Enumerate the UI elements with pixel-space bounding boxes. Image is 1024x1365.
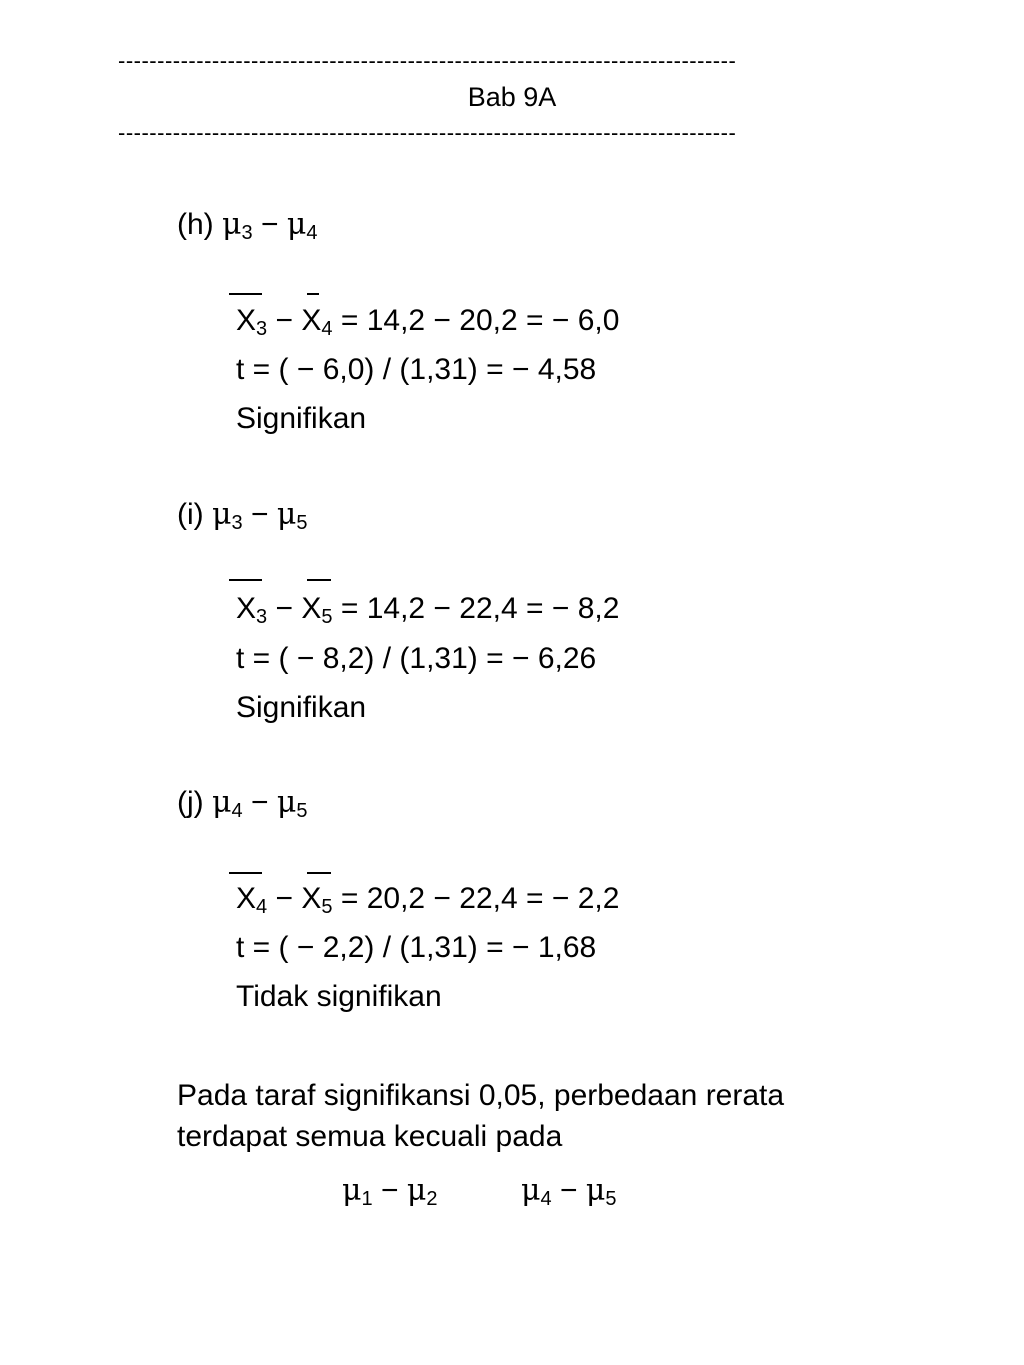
conclusion-line-2: terdapat semua kecuali pada [177, 1120, 563, 1153]
section-j-t-statistic: t = ( − 2,2) / (1,31) = − 1,68 [236, 931, 597, 964]
x-symbol: X [236, 882, 257, 915]
mean-bar-x4 [307, 293, 319, 295]
section-label: (h) [177, 208, 214, 241]
mu-symbol: μ [212, 785, 232, 820]
minus-sign: − [275, 592, 294, 625]
mean-bar-x5 [307, 579, 331, 581]
mu-subscript: 5 [605, 1188, 617, 1210]
mu-subscript: 2 [426, 1188, 438, 1210]
mean-bar-x3 [229, 579, 262, 581]
section-i-mean-difference [236, 592, 620, 628]
mu-subscript: 4 [306, 222, 318, 244]
minus-sign: − [559, 1174, 578, 1207]
conclusion-line-1: Pada taraf signifikansi 0,05, perbedaan rerata [177, 1079, 785, 1112]
mu-symbol: μ [286, 207, 307, 242]
mean-bar-x4 [229, 872, 262, 874]
x-subscript: 4 [256, 896, 268, 918]
minus-sign: − [380, 1174, 399, 1207]
mu-subscript: 5 [296, 512, 308, 534]
mu-subscript: 5 [296, 800, 308, 822]
top-dashed-rule: ------------------------------------------------------------------------------- [118, 48, 737, 73]
mu-symbol: μ [342, 1173, 362, 1208]
mu-symbol: μ [276, 497, 297, 532]
section-label: (j) [177, 786, 204, 819]
mu-symbol: μ [276, 785, 297, 820]
section-i-t-statistic: t = ( − 8,2) / (1,31) = − 6,26 [236, 642, 597, 675]
section-j-result: Tidak signifikan [236, 980, 442, 1013]
exception-mu1-mu2 [342, 1173, 438, 1210]
x-symbol: X [236, 304, 257, 337]
mu-symbol: μ [406, 1173, 427, 1208]
x-symbol: X [301, 304, 322, 337]
mu-symbol: μ [585, 1173, 606, 1208]
x-subscript: 3 [256, 318, 268, 340]
mu-symbol: μ [222, 207, 242, 242]
section-h-mean-difference [236, 304, 620, 340]
x-subscript: 5 [321, 896, 333, 918]
chapter-title: Bab 9A [467, 82, 557, 112]
section-j-mean-difference [236, 882, 620, 918]
mu-subscript: 3 [241, 222, 253, 244]
x-symbol: X [301, 882, 322, 915]
mu-subscript: 4 [231, 800, 243, 822]
minus-sign: − [275, 304, 294, 337]
mean-bar-x3 [229, 293, 262, 295]
mu-subscript: 1 [361, 1188, 373, 1210]
mu-subscript: 4 [540, 1188, 552, 1210]
mu-symbol: μ [212, 497, 232, 532]
difference-expression: = 14,2 − 20,2 = − 6,0 [340, 304, 620, 337]
minus-sign: − [250, 786, 269, 819]
difference-expression: = 14,2 − 22,4 = − 8,2 [340, 592, 620, 625]
bottom-dashed-rule: ------------------------------------------------------------------------------- [118, 120, 737, 145]
section-i-heading [177, 497, 308, 534]
minus-sign: − [260, 208, 279, 241]
mean-bar-x5 [307, 872, 331, 874]
mu-subscript: 3 [231, 512, 243, 534]
minus-sign: − [250, 498, 269, 531]
section-h-t-statistic: t = ( − 6,0) / (1,31) = − 4,58 [236, 353, 597, 386]
x-symbol: X [301, 592, 322, 625]
section-i-result: Signifikan [236, 691, 367, 724]
section-h-heading [177, 207, 318, 244]
x-subscript: 3 [256, 606, 268, 628]
section-j-heading [177, 785, 308, 822]
x-subscript: 5 [321, 606, 333, 628]
difference-expression: = 20,2 − 22,4 = − 2,2 [340, 882, 620, 915]
mu-symbol: μ [521, 1173, 541, 1208]
section-h-result: Signifikan [236, 402, 367, 435]
exception-mu4-mu5 [521, 1173, 617, 1210]
section-label: (i) [177, 498, 204, 531]
x-symbol: X [236, 592, 257, 625]
minus-sign: − [275, 882, 294, 915]
x-subscript: 4 [321, 318, 333, 340]
